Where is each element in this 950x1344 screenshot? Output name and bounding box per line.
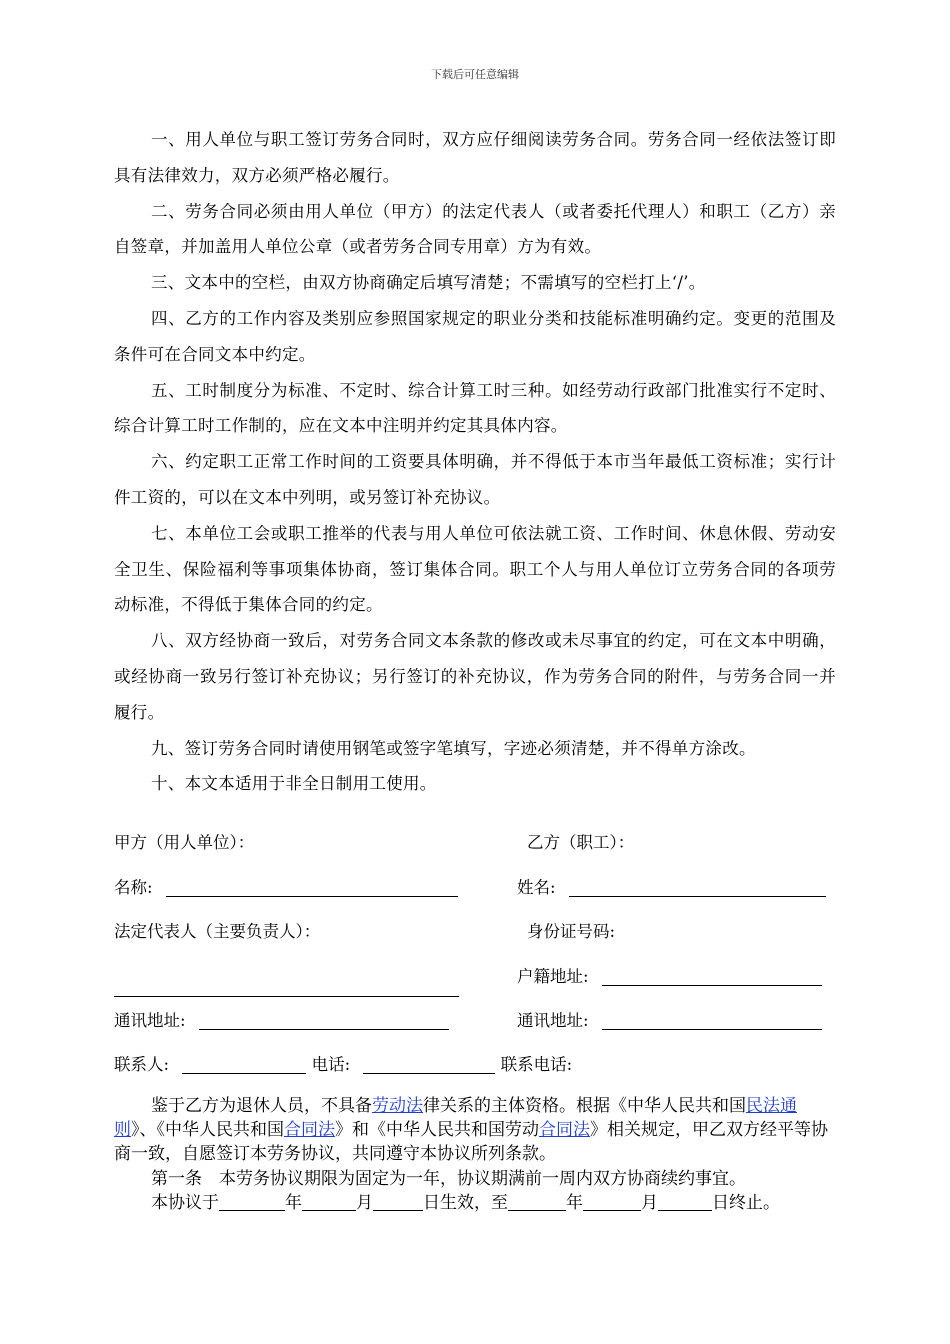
mail-b-field[interactable] bbox=[602, 1011, 822, 1030]
agreement-section bbox=[114, 1094, 836, 1215]
year-label-1: 年 bbox=[285, 1192, 302, 1213]
note-1: 一、用人单位与职工签订劳务合同时，双方应仔细阅读劳务合同。劳务合同一经依法签订即具有法律效力，双方必须严格必履行。 bbox=[114, 130, 836, 185]
legal-rep-signature-line[interactable] bbox=[114, 996, 459, 997]
labor-law-link[interactable]: 劳动法 bbox=[372, 1096, 423, 1116]
household-label: 户籍地址: bbox=[517, 967, 589, 986]
preamble-text-4: 》和《中华人民共和国劳动 bbox=[335, 1120, 539, 1141]
page-header: 下载后可任意编辑 bbox=[431, 68, 519, 81]
day-label-2: 日终止。 bbox=[712, 1192, 780, 1213]
start-day-field[interactable] bbox=[373, 1194, 423, 1211]
company-name-row bbox=[114, 874, 458, 898]
mail-a-label: 通讯地址: bbox=[114, 1011, 186, 1030]
mail-a-field[interactable] bbox=[199, 1011, 449, 1030]
year-label-2: 年 bbox=[566, 1192, 583, 1213]
instructions-section bbox=[114, 122, 836, 802]
preamble-text-2: 律关系的主体资格。根据《中华人民共和国 bbox=[423, 1096, 746, 1116]
month-label-2: 月 bbox=[641, 1192, 658, 1213]
note-10: 十、本文本适用于非全日制用工使用。 bbox=[151, 774, 437, 794]
company-name-field[interactable] bbox=[166, 878, 458, 897]
company-name-label: 名称: bbox=[114, 878, 153, 897]
start-month-field[interactable] bbox=[302, 1194, 356, 1211]
day-label-1: 日生效，至 bbox=[423, 1192, 508, 1213]
household-row bbox=[517, 963, 822, 987]
note-9: 九、签订劳务合同时请使用钢笔或签字笔填写，字迹必须清楚，并不得单方涂改。 bbox=[151, 738, 756, 758]
person-name-field[interactable] bbox=[569, 878, 826, 897]
month-label-1: 月 bbox=[356, 1192, 373, 1213]
note-4: 四、乙方的工作内容及类别应参照国家规定的职业分类和技能标准明确约定。变更的范围及条件可在合同文本中约定。 bbox=[114, 308, 836, 364]
contract-law-link[interactable]: 合同法 bbox=[284, 1120, 335, 1141]
party-a-label: 甲方（用人单位）： bbox=[114, 833, 255, 852]
article-1: 第一条 本劳务协议期限为固定为一年，协议期满前一周内双方协商续约事宜。 bbox=[151, 1168, 746, 1189]
mail-b-row bbox=[517, 1007, 822, 1031]
preamble-text-5: 》相关规定，甲乙双方经平等协商一致，自愿签订本劳务协议，共同遵守本协议所列条款。 bbox=[114, 1120, 828, 1165]
agreement-preamble bbox=[114, 1094, 836, 1167]
phone-field[interactable] bbox=[363, 1055, 495, 1074]
person-name-row bbox=[517, 874, 826, 898]
note-7: 七、本单位工会或职工推举的代表与用人单位可依法就工资、工作时间、休息休假、劳动安全卫生、保险福利等事项集体协商，签订集体合同。职工个人与用人单位订立劳务合同的各项劳动标准，不得低于集体合同的约定。 bbox=[114, 523, 836, 615]
phone-label: 电话: bbox=[311, 1055, 351, 1074]
civil-law-link[interactable]: 民法通则 bbox=[114, 1096, 797, 1141]
contact-phone-label: 联系电话: bbox=[500, 1055, 573, 1074]
preamble-text-3: 》、《中华人民共和国 bbox=[131, 1120, 284, 1141]
id-number-label: 身份证号码: bbox=[527, 922, 616, 941]
effective-date-line bbox=[114, 1191, 836, 1215]
person-name-label: 姓名: bbox=[517, 878, 556, 897]
end-day-field[interactable] bbox=[658, 1194, 712, 1211]
party-b-label: 乙方（职工）： bbox=[527, 833, 635, 852]
household-field[interactable] bbox=[602, 967, 822, 986]
contact-row bbox=[114, 1051, 572, 1075]
mail-a-row bbox=[114, 1007, 449, 1031]
note-3: 三、文本中的空栏，由双方协商确定后填写清楚；不需填写的空栏打上‘/’。 bbox=[151, 273, 706, 293]
effective-text: 本协议于 bbox=[151, 1192, 219, 1213]
end-year-field[interactable] bbox=[508, 1194, 566, 1211]
contact-label: 联系人: bbox=[114, 1055, 170, 1074]
note-5: 五、工时制度分为标准、不定时、综合计算工时三种。如经劳动行政部门批准实行不定时、综合计算工时工作制的，应在文本中注明并约定其具体内容。 bbox=[114, 380, 836, 436]
start-year-field[interactable] bbox=[219, 1194, 285, 1211]
note-6: 六、约定职工正常工作时间的工资要具体明确，并不得低于本市当年最低工资标准；实行计件工资的，可以在文本中列明，或另签订补充协议。 bbox=[114, 452, 836, 507]
end-month-field[interactable] bbox=[583, 1194, 641, 1211]
legal-rep-label: 法定代表人（主要负责人）： bbox=[114, 922, 321, 941]
labor-contract-law-link[interactable]: 合同法 bbox=[539, 1120, 590, 1141]
preamble-text-1: 鉴于乙方为退休人员，不具备 bbox=[151, 1096, 372, 1116]
mail-b-label: 通讯地址: bbox=[517, 1011, 589, 1030]
contact-field[interactable] bbox=[182, 1055, 306, 1074]
note-2: 二、劳务合同必须由用人单位（甲方）的法定代表人（或者委托代理人）和职工（乙方）亲自签章，并加盖用人单位公章（或者劳务合同专用章）方为有效。 bbox=[114, 201, 836, 257]
note-8: 八、双方经协商一致后，对劳务合同文本条款的修改或未尽事宜的约定，可在文本中明确，或经协商一致另行签订补充协议；另行签订的补充协议，作为劳务合同的附件，与劳务合同一并履行。 bbox=[114, 631, 836, 722]
